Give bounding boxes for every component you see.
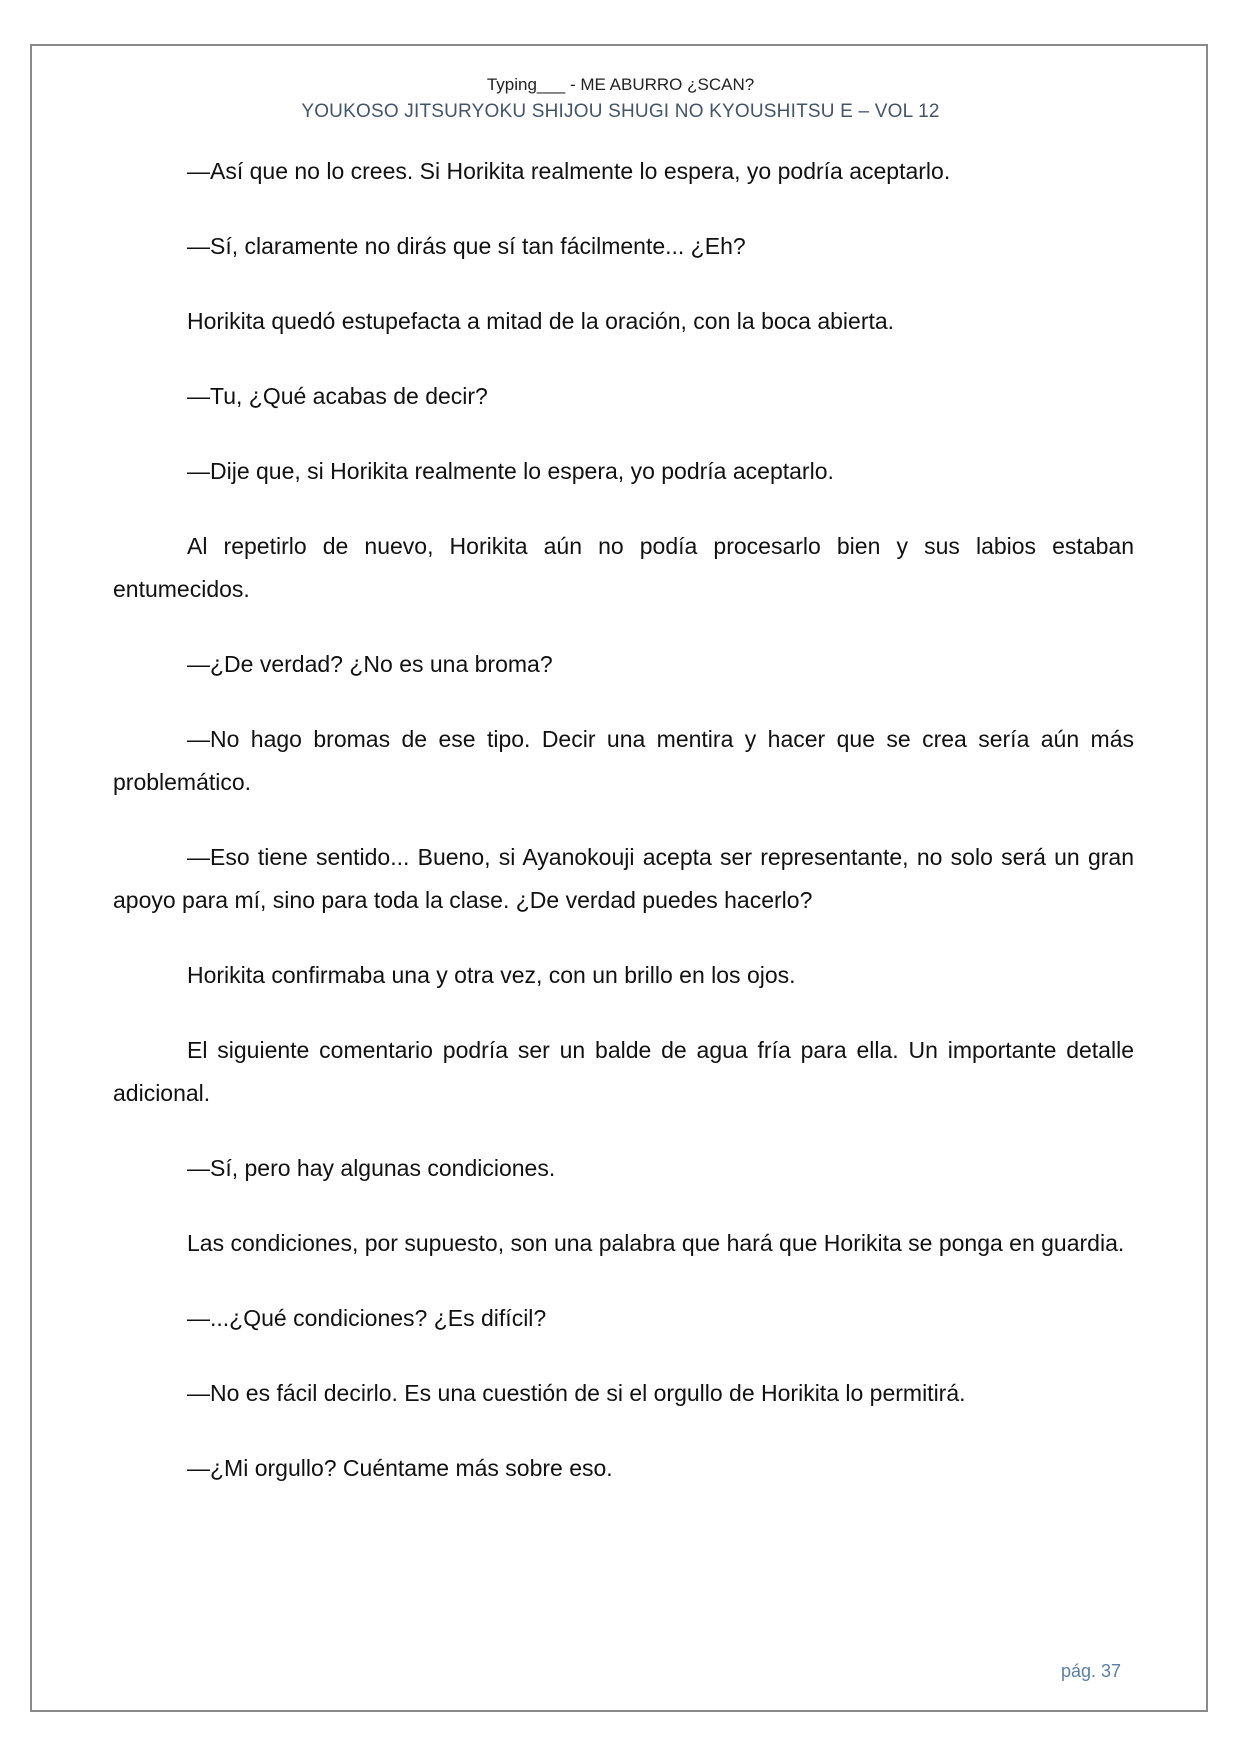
document-body	[113, 150, 1134, 1522]
paragraph: Las condiciones, por supuesto, son una palabra que hará que Horikita se ponga en guardia.	[187, 1230, 1125, 1256]
paragraph: —¿Mi orgullo? Cuéntame más sobre eso.	[187, 1455, 613, 1481]
page-number: pág. 37	[1060, 1661, 1121, 1681]
paragraph: —...¿Qué condiciones? ¿Es difícil?	[187, 1305, 547, 1331]
header-credit: Typing___ - ME ABURRO ¿SCAN?	[486, 75, 755, 94]
paragraph: —Dije que, si Horikita realmente lo espera, yo podría aceptarlo.	[187, 458, 834, 484]
paragraph: El siguiente comentario podría ser un balde de agua fría para ella. Un importante detalle adicional.	[113, 1037, 1134, 1106]
paragraph: —Eso tiene sentido... Bueno, si Ayanokouji acepta ser representante, no solo será un gran apoyo para mí, sino para toda la clase. ¿De verdad puedes hacerlo?	[113, 844, 1134, 913]
paragraph: —No es fácil decirlo. Es una cuestión de si el orgullo de Horikita lo permitirá.	[187, 1380, 966, 1406]
paragraph: Horikita confirmaba una y otra vez, con un brillo en los ojos.	[187, 962, 796, 988]
paragraph: —No hago bromas de ese tipo. Decir una mentira y hacer que se crea sería aún más problemático.	[113, 726, 1134, 795]
paragraph: —Sí, claramente no dirás que sí tan fácilmente... ¿Eh?	[187, 233, 746, 259]
paragraph: —¿De verdad? ¿No es una broma?	[187, 651, 553, 677]
paragraph: —Tu, ¿Qué acabas de decir?	[187, 383, 488, 409]
paragraph: —Sí, pero hay algunas condiciones.	[187, 1155, 556, 1181]
paragraph: Horikita quedó estupefacta a mitad de la oración, con la boca abierta.	[187, 308, 895, 334]
header-title: YOUKOSO JITSURYOKU SHIJOU SHUGI NO KYOUSHITSU E – VOL 12	[301, 101, 940, 122]
paragraph: Al repetirlo de nuevo, Horikita aún no podía procesarlo bien y sus labios estaban entumecidos.	[113, 533, 1134, 602]
paragraph: —Así que no lo crees. Si Horikita realmente lo espera, yo podría aceptarlo.	[187, 158, 951, 184]
